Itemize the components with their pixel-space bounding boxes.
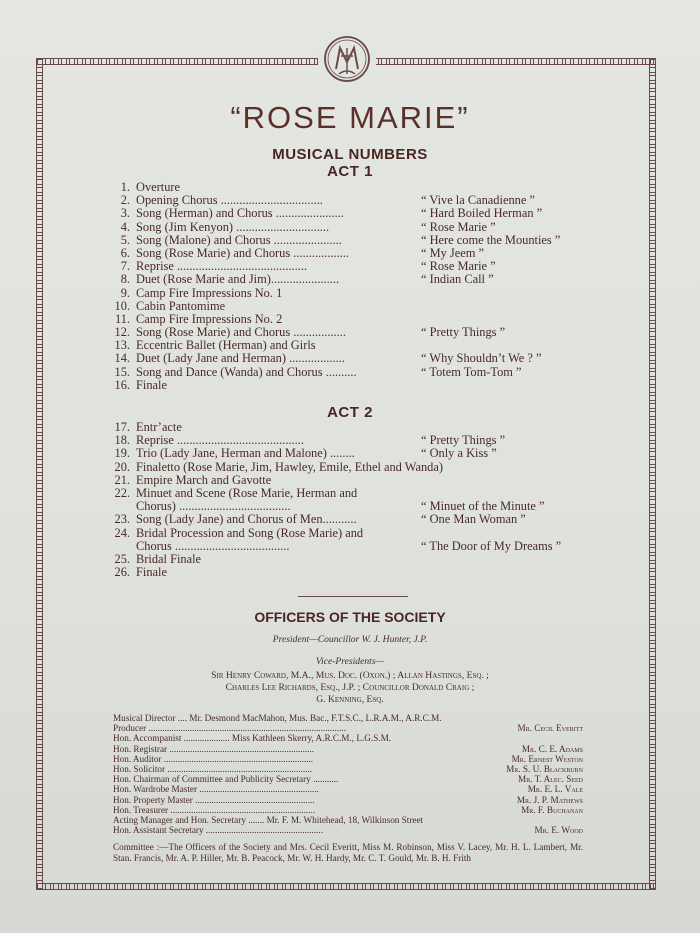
officer-row xyxy=(113,774,583,784)
number-title: Eccentric Ballet (Herman) and Girls xyxy=(136,338,316,353)
officer-name: Mr. J. P. Mathews xyxy=(516,794,583,805)
song-title: “ Here come the Mounties ” xyxy=(421,232,561,247)
page-title: “ROSE MARIE” xyxy=(230,100,470,135)
number-index: 15. xyxy=(114,364,130,379)
officer-row xyxy=(113,815,583,825)
number-title: Song (Rose Marie) and Chorus ................. xyxy=(136,325,346,340)
song-title: “ One Man Woman ” xyxy=(421,512,526,527)
number-title: Reprise .......................................... xyxy=(136,259,308,274)
musical-number-row xyxy=(108,540,608,553)
officer-name: Mr. E. L. Vale xyxy=(527,784,583,795)
officer-row xyxy=(113,784,583,794)
number-title: Song and Dance (Wanda) and Chorus .......... xyxy=(136,364,357,379)
officer-role: Acting Manager and Hon. Secretary ....... Mr. F. M. Whitehead, 18, Wilkinson Street xyxy=(113,814,424,825)
song-title: “ Rose Marie ” xyxy=(421,259,496,274)
officer-row xyxy=(113,754,583,764)
number-index: 16. xyxy=(114,377,130,392)
number-index: 3. xyxy=(120,206,130,221)
number-title: Chorus) .................................... xyxy=(136,499,291,514)
number-index: 17. xyxy=(114,420,130,434)
officer-name: Mr. Ernest Weston xyxy=(511,753,583,764)
number-index: 8. xyxy=(120,272,130,287)
number-title: Trio (Lady Jane, Herman and Malone) ........ xyxy=(136,446,355,461)
vice-president-line: Sir Henry Coward, M.A., Mus. Doc. (Oxon.) ; Allan Hastings, Esq. ; xyxy=(211,670,489,681)
number-index: 26. xyxy=(114,565,130,580)
number-index: 9. xyxy=(120,285,130,300)
song-title: “ Indian Call ” xyxy=(421,272,494,287)
officer-name: Mr. E. Wood xyxy=(534,825,583,836)
number-title: Chorus ..................................... xyxy=(136,538,290,553)
song-title: “ My Jeem ” xyxy=(421,245,484,260)
number-title: Song (Rose Marie) and Chorus .................. xyxy=(136,245,350,260)
officer-row xyxy=(113,713,583,723)
number-index: 14. xyxy=(114,351,130,366)
divider-rule xyxy=(298,596,408,597)
musical-number-row xyxy=(108,300,608,313)
number-index: 5. xyxy=(120,232,130,247)
officer-row xyxy=(113,733,583,743)
number-title: Song (Herman) and Chorus ...................... xyxy=(136,206,344,221)
vice-president-line: G. Kenning, Esq. xyxy=(316,694,384,705)
act-1-heading: ACT 1 xyxy=(327,163,373,180)
number-index: 11. xyxy=(114,311,130,326)
musical-number-row xyxy=(108,447,608,460)
officer-role: Hon. Assistant Secretary ................................................... xyxy=(113,825,324,836)
number-title: Finaletto (Rose Marie, Jim, Hawley, Emile, Ethel and Wanda) xyxy=(136,459,443,474)
officer-role: Musical Director .... Mr. Desmond MacMahon, Mus. Bac., F.T.S.C., L.R.A.M., A.R.C.M. xyxy=(113,713,442,723)
officers-heading: OFFICERS OF THE SOCIETY xyxy=(254,609,446,625)
officer-row xyxy=(113,805,583,815)
section-heading: MUSICAL NUMBERS xyxy=(272,146,428,163)
officer-row xyxy=(113,795,583,805)
number-title: Song (Jim Kenyon) .............................. xyxy=(136,219,330,234)
president-line: President—Councillor W. J. Hunter, J.P. xyxy=(272,634,428,645)
number-title: Bridal Procession and Song (Rose Marie) and xyxy=(136,525,364,540)
song-title: “ Vive la Canadienne ” xyxy=(421,193,535,208)
number-index: 23. xyxy=(114,512,130,527)
officer-name: Mr. T. Alec. Seed xyxy=(518,774,583,785)
officer-name: Mr. C. E. Adams xyxy=(521,743,583,754)
committee-text: Committee :—The Officers of the Society and Mrs. Cecil Everitt, Miss M. Robinson, Miss V. Lacey, Mr. H. L. Lambert, Mr. Stan. Francis, Mr. A. P. Hiller, Mr. B. Peacock, Mr. W. H. Hardy, Mr. C. T. Gould, Mr. B. H. Frith xyxy=(113,842,583,863)
number-title: Camp Fire Impressions No. 1 xyxy=(136,285,283,300)
number-index: 20. xyxy=(114,459,130,474)
musical-number-row xyxy=(108,566,608,579)
number-index: 19. xyxy=(114,446,130,461)
song-title: “ Totem Tom-Tom ” xyxy=(421,364,522,379)
number-index: 24. xyxy=(114,525,130,540)
song-title: “ Hard Boiled Herman ” xyxy=(421,206,543,221)
vice-president-line: Charles Lee Richards, Esq., J.P. ; Councillor Donald Craig ; xyxy=(225,682,475,693)
number-index: 2. xyxy=(120,193,130,208)
number-title: Duet (Rose Marie and Jim)...................... xyxy=(136,272,340,287)
officer-role: Producer ...................................................................................... xyxy=(113,723,346,734)
monogram-emblem xyxy=(322,34,372,84)
number-title: Cabin Pantomime xyxy=(136,298,226,313)
officer-role: Hon. Treasurer ............................................................... xyxy=(113,804,316,815)
musical-number-row xyxy=(108,352,608,365)
border-left xyxy=(36,58,43,890)
musical-number-row xyxy=(108,474,608,487)
song-title: “ The Door of My Dreams ” xyxy=(421,538,562,553)
number-index: 7. xyxy=(120,259,130,274)
song-title: “ Rose Marie ” xyxy=(421,219,496,234)
border-right xyxy=(649,58,656,890)
number-title: Song (Lady Jane) and Chorus of Men........... xyxy=(136,512,357,527)
number-title: Duet (Lady Jane and Herman) .................. xyxy=(136,351,345,366)
officer-name: Mr. S. U. Blackburn xyxy=(506,763,583,774)
musical-number-row xyxy=(108,234,608,247)
vice-presidents-heading: Vice-Presidents— xyxy=(315,656,385,667)
officer-role: Hon. Accompanist .................... Miss Kathleen Skerry, A.R.C.M., L.G.S.M. xyxy=(113,733,392,744)
number-index: 1. xyxy=(120,180,130,194)
musical-number-row xyxy=(108,207,608,220)
officer-role: Hon. Property Master .................................................... xyxy=(113,794,315,805)
act-2-list xyxy=(108,421,608,579)
number-index: 12. xyxy=(114,325,130,340)
number-title: Reprise ......................................... xyxy=(136,433,304,448)
number-title: Entr’acte xyxy=(136,420,182,434)
officer-row xyxy=(113,744,583,754)
officer-role: Hon. Registrar ............................................................... xyxy=(113,743,315,754)
number-title: Song (Malone) and Chorus ...................... xyxy=(136,232,342,247)
number-title: Overture xyxy=(136,180,181,194)
number-index: 22. xyxy=(114,485,130,500)
officer-role: Hon. Wardrobe Master .................................................... xyxy=(113,784,319,795)
number-title: Empire March and Gavotte xyxy=(136,472,272,487)
musical-number-row xyxy=(108,527,608,540)
number-title: Finale xyxy=(136,377,167,392)
number-index: 13. xyxy=(114,338,130,353)
number-title: Bridal Finale xyxy=(136,551,202,566)
song-title: “ Only a Kiss ” xyxy=(421,446,497,461)
officer-name: Mr. F. Buchanan xyxy=(521,804,583,815)
number-title: Camp Fire Impressions No. 2 xyxy=(136,311,283,326)
officers-list xyxy=(113,713,583,835)
musical-number-row xyxy=(108,221,608,234)
number-title: Opening Chorus ................................. xyxy=(136,193,323,208)
musical-number-row xyxy=(108,287,608,300)
musical-number-row xyxy=(108,273,608,286)
officer-row xyxy=(113,764,583,774)
number-index: 4. xyxy=(120,219,130,234)
officer-role: Hon. Solicitor ............................................................... xyxy=(113,763,313,774)
song-title: “ Why Shouldn’t We ? ” xyxy=(421,351,542,366)
musical-number-row xyxy=(108,379,608,392)
song-title: “ Pretty Things ” xyxy=(421,433,506,448)
officer-row xyxy=(113,723,583,733)
musical-number-row xyxy=(108,366,608,379)
border-bottom xyxy=(36,883,656,890)
song-title: “ Minuet of the Minute ” xyxy=(421,499,545,514)
officer-name: Mr. Cecil Everitt xyxy=(517,723,583,734)
act-2-heading: ACT 2 xyxy=(327,404,373,421)
number-title: Finale xyxy=(136,565,167,580)
number-index: 25. xyxy=(114,551,130,566)
number-index: 6. xyxy=(120,245,130,260)
number-title: Minuet and Scene (Rose Marie, Herman and xyxy=(136,485,358,500)
number-index: 10. xyxy=(114,298,130,313)
song-title: “ Pretty Things ” xyxy=(421,325,506,340)
officer-role: Hon. Auditor ................................................................. xyxy=(113,753,314,764)
act-1-list xyxy=(108,181,608,392)
musical-number-row xyxy=(108,461,608,474)
officer-role: Hon. Chairman of Committee and Publicity Secretary ........... xyxy=(113,774,339,785)
number-index: 21. xyxy=(114,472,130,487)
number-index: 18. xyxy=(114,433,130,448)
musical-number-row xyxy=(108,513,608,526)
musical-number-row xyxy=(108,553,608,566)
officer-row xyxy=(113,825,583,835)
